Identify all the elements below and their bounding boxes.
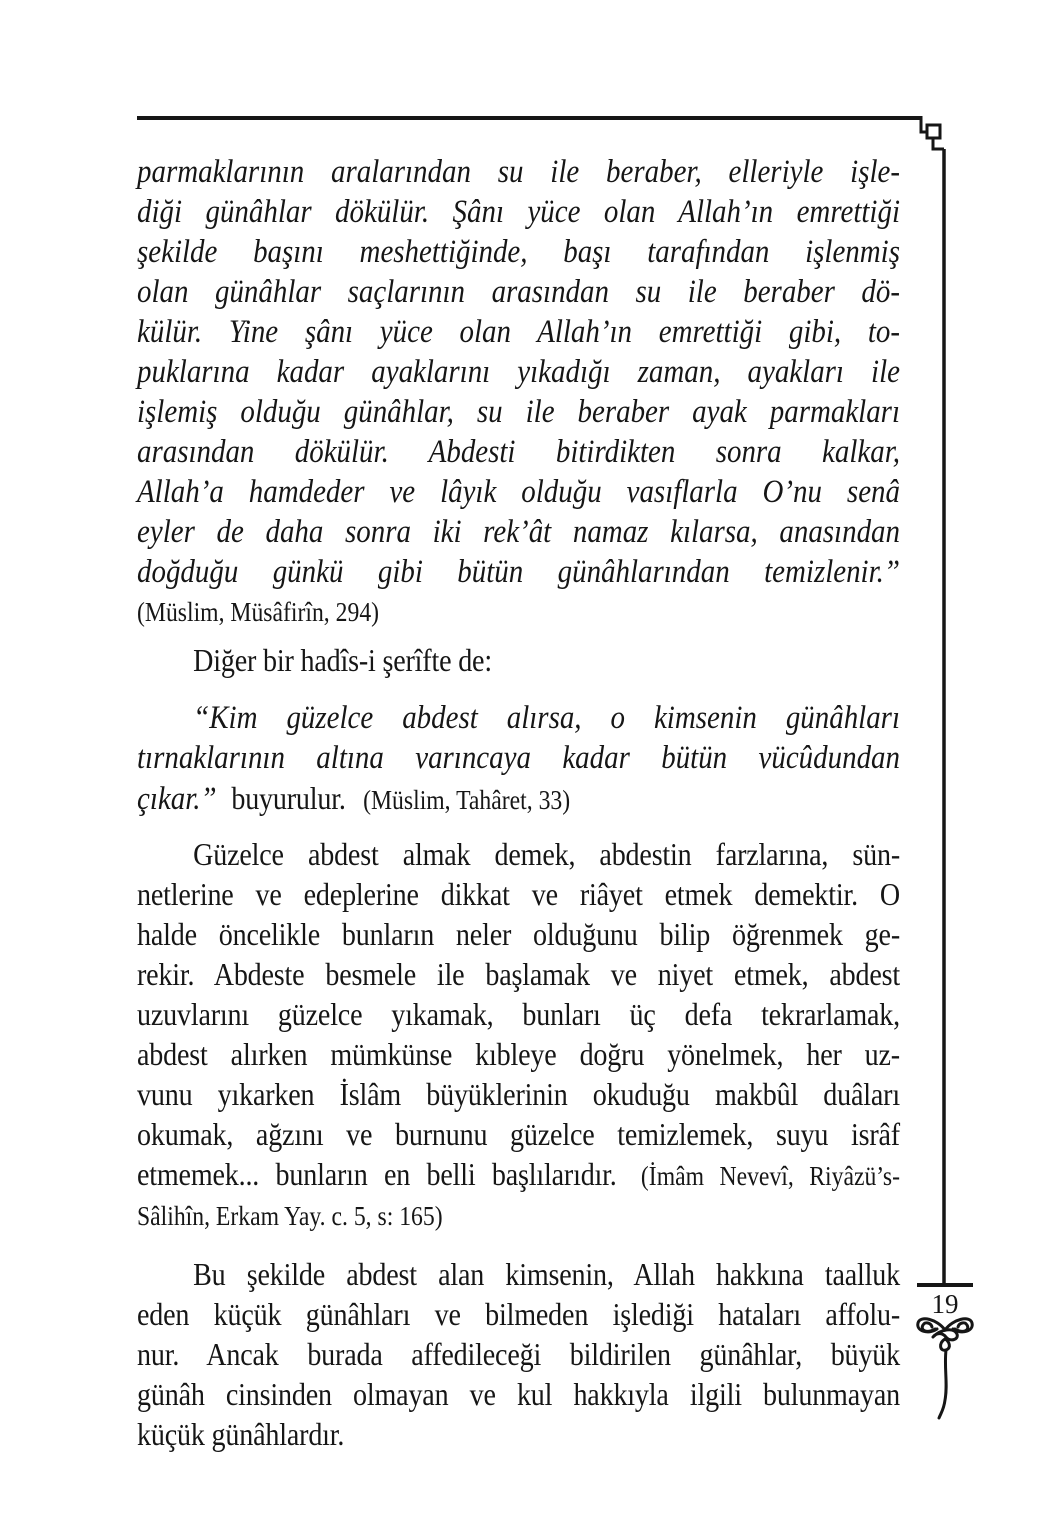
corner-square (927, 125, 940, 138)
citation-muslim-taharet: (Müslim, Tahâret, 33) (363, 785, 571, 815)
text-line: Bu şekilde abdest alan kimsenin, Allah hakkına taalluk (193, 1256, 900, 1292)
corner-step-2 (933, 138, 944, 149)
text-column (137, 152, 900, 1454)
text-line: “Kim güzelce abdest alırsa, o kimsenin günâhları (193, 700, 900, 736)
text-fragment: etmemek... bunların en belli başlılarıdır. (137, 1156, 617, 1192)
text-line: halde öncelikle bunların neler olduğunu bilip öğrenmek ge- (137, 916, 900, 952)
text-line: parmaklarının aralarından su ile beraber, elleriyle işle- (137, 154, 900, 190)
corner-step (921, 116, 927, 132)
text-line: Güzelce abdest almak demek, abdestin farzlarına, sün- (193, 836, 900, 872)
text-line: tırnaklarının altına varıncaya kadar bütün vücûdundan (137, 740, 900, 776)
text-line: uzuvlarını güzelce yıkamak, bunları üç defa tekrarlamak, (137, 996, 900, 1032)
citation-nevevi: (İmâm Nevevî, Riyâzü’s- (640, 1161, 900, 1191)
text-line: netlerine ve edeplerine dikkat ve riâyet etmek demektir. O (137, 876, 900, 912)
closing-paragraph (137, 1254, 900, 1454)
text-line: arasından dökülür. Abdesti bitirdikten sonra kalkar, (137, 434, 900, 470)
text-line: küçük günâhlardır. (137, 1416, 345, 1452)
page-number: 19 (931, 1289, 959, 1319)
hadith-quote-paragraph (137, 152, 900, 592)
flourish-right-curl (955, 1323, 968, 1331)
text-line: işlemiş olduğu günâhlar, su ile beraber ayak parmakları (137, 394, 900, 430)
text-line: eyler de daha sonra iki rek’ât namaz kılarsa, anasından (137, 514, 900, 550)
citation-line: (Müslim, Müsâfirîn, 294) (137, 597, 380, 627)
text-line: külür. Yine şânı yüce olan Allah’ın emrettiği gibi, to- (137, 314, 900, 350)
text-line: puklarına kadar ayaklarını yıkadığı zaman, ayakları ile (137, 354, 900, 390)
text-line: abdest alırken mümkünse kıbleye doğru yönelmek, her uz- (137, 1036, 900, 1072)
text-line: eden küçük günâhları ve bilmeden işlediği hataları affolu- (137, 1296, 900, 1332)
text-line: rekir. Abdeste besmele ile başlamak ve niyet etmek, abdest (137, 956, 900, 992)
narration-word: buyurulur. (231, 780, 346, 816)
text-line: Diğer bir hadîs-i şerîfte de: (193, 642, 492, 678)
text-line: Allah’a hamdeder ve lâyık olduğu vasıflarla O’nu senâ (137, 474, 900, 510)
text-line: şekilde başını meshettiğinde, başı tarafından işlenmiş (137, 234, 900, 270)
flourish-tail (939, 1350, 946, 1418)
text-line: olan günâhlar saçlarının arasından su ile beraber dö- (137, 274, 900, 310)
citation-muslim-musafirin (137, 592, 900, 632)
text-line: günâh cinsinden olmayan ve kul hakkıyla ilgili bulunmayan (137, 1376, 900, 1412)
lead-in-paragraph (137, 640, 900, 680)
text-line: okumak, ağzını ve burnunu güzelce temizlemek, suyu isrâf (137, 1116, 900, 1152)
text-line: vunu yıkarken İslâm büyüklerinin okuduğu makbûl duâları (137, 1076, 900, 1112)
flourish-lower-loop (941, 1339, 950, 1350)
text-line (137, 778, 900, 820)
hadith-quote-2-paragraph (137, 698, 900, 820)
quote-fragment: çıkar.” (137, 781, 217, 817)
text-line (137, 1154, 900, 1196)
explanation-paragraph (137, 834, 900, 1236)
text-line: nur. Ancak burada affedileceği bildirilen günâhlar, büyük (137, 1336, 900, 1372)
text-line: diği günâhlar dökülür. Şânı yüce olan Allah’ın emrettiği (137, 194, 900, 230)
citation-line: Sâlihîn, Erkam Yay. c. 5, s: 165) (137, 1201, 443, 1231)
flourish-left-curl (922, 1323, 935, 1331)
text-line: doğduğu günkü gibi bütün günâhlarından temizlenir.” (137, 554, 900, 590)
flourish-ornament (912, 1312, 978, 1424)
